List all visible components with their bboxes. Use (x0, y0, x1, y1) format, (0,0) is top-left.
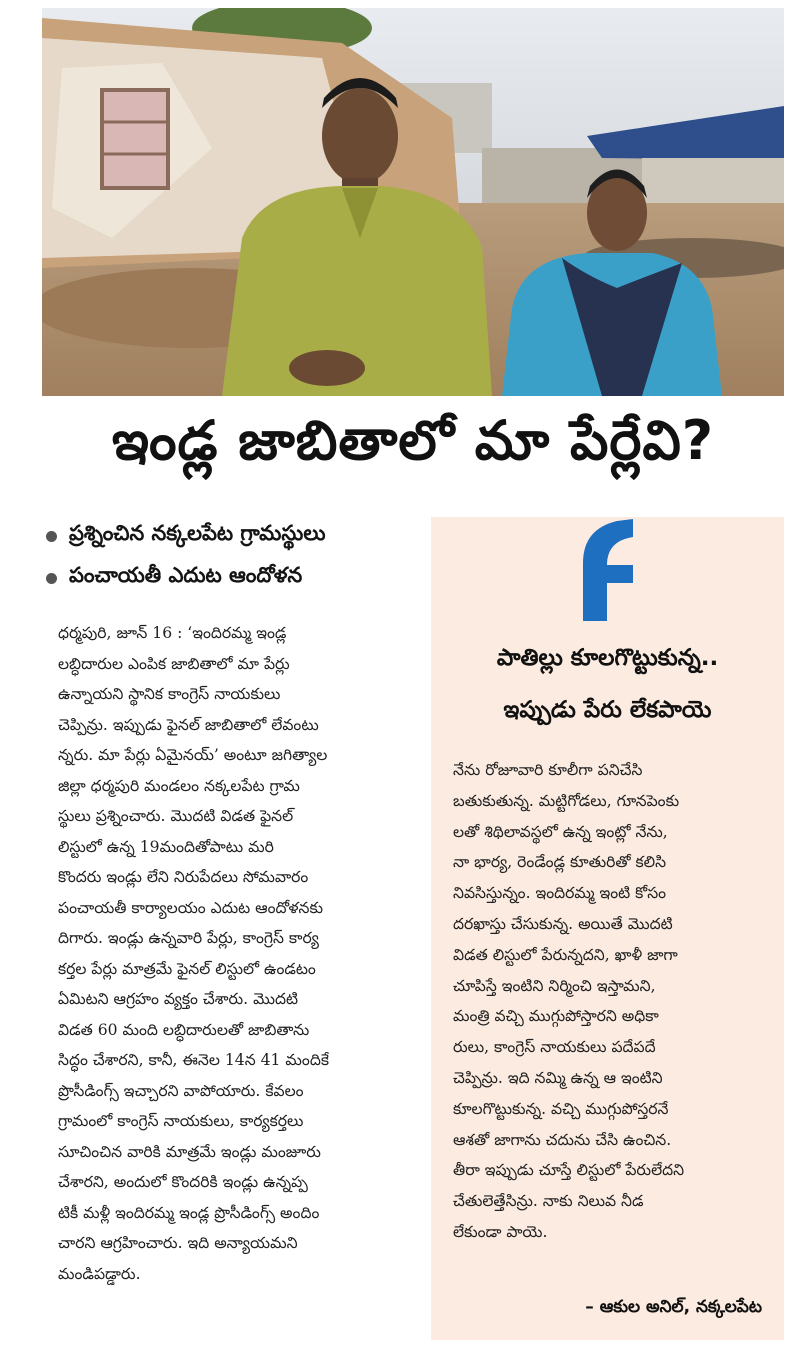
sidebar-line: తీరా ఇప్పుడు చూస్తే లిస్టులో పేరులేదని (453, 1161, 685, 1180)
subheading-bullets (42, 515, 422, 599)
bullet-item (42, 515, 422, 557)
sidebar-line: ఆశతో జాగాను చదును చేసి ఉంచిన. (453, 1130, 672, 1149)
sidebar-line: బతుకుతున్న. మట్టిగోడలు, గూనపెంకు (453, 791, 680, 810)
quote-mark-icon (577, 517, 637, 627)
article-line: కొందరు ఇండ్లు లేని నిరుపేదలు సోమవారం (58, 868, 309, 886)
article-line: మండిపడ్డారు. (58, 1264, 141, 1283)
article-line: చెప్పిన్రు. ఇప్పుడు ఫైనల్ జాబితాలో లేవంటు (58, 715, 319, 734)
headline: ఇండ్ల జాబితాలో మా పేర్లేవి? (111, 408, 715, 472)
sidebar-body (453, 755, 768, 1248)
sidebar-line: నా భార్య, రెండేండ్ల కూతురితో కలిసి (453, 853, 667, 872)
bullet-item (42, 557, 422, 599)
sidebar-line: లేకుండా పాయె. (453, 1222, 548, 1241)
article-line: సిద్ధం చేశారని, కానీ, ఈనెల 14న 41 మందికే (58, 1051, 329, 1069)
article-line: ఏమిటని ఆగ్రహం వ్యక్తం చేశారు. మొదటి (58, 990, 299, 1008)
bullet-dot-icon (46, 573, 57, 584)
bullet-text: ప్రశ్నించిన నక్కలపేట గ్రామస్థులు (69, 521, 326, 545)
article-body (58, 618, 422, 1289)
quote-sidebar (431, 517, 784, 1340)
sidebar-line: నేను రోజూవారి కూలీగా పనిచేసి (453, 761, 643, 779)
sidebar-line: లతో శిథిలావస్థలో ఉన్న ఇంట్లో నేను, (453, 822, 668, 841)
sidebar-line: కూలగొట్టుకున్న. వచ్చి ముగ్గుపోస్తరనే (453, 1099, 669, 1118)
news-photo (42, 8, 784, 396)
article-line: గ్రామంలో కాంగ్రెస్ నాయకులు, కార్యకర్తలు (58, 1112, 304, 1130)
bullet-text: పంచాయతీ ఎదుట ఆందోళన (69, 563, 303, 587)
article-line: టికీ మళ్లీ ఇందిరమ్మ ఇండ్ల ప్రొసీడింగ్స్ అందిం (58, 1203, 320, 1222)
sidebar-line: మంత్రి వచ్చి ముగ్గుపోస్తారని అధికా (453, 1007, 659, 1026)
article-line: సూచించిన వారికి మాత్రమే ఇండ్లు మంజూరు (58, 1142, 321, 1161)
article-line: స్థులు ప్రశ్నించారు. మొదటి విడత ఫైనల్ (58, 807, 294, 825)
sidebar-line: చేతులెత్తేసిన్రు. నాకు నిలువ నీడ (453, 1192, 644, 1211)
article-line: చారని ఆగ్రహించారు. ఇది అన్యాయమని (58, 1234, 298, 1252)
sidebar-line: దరఖాస్తు చేసుకున్న. అయితే మొదటి (453, 914, 673, 933)
quote-signature: – ఆకుల అనిల్, నక్కలపేట (585, 1297, 762, 1317)
article-line: ఉన్నాయని స్థానిక కాంగ్రెస్ నాయకులు (58, 685, 281, 703)
article-line: విడత 60 మంది లబ్ధిదారులతో జాబితాను (58, 1020, 310, 1039)
sidebar-line: చెప్పిన్రు. ఇది నమ్మి ఉన్న ఆ ఇంటిని (453, 1068, 663, 1087)
bullet-dot-icon (46, 531, 57, 542)
article-line: ప్రొసీడింగ్స్ ఇచ్చారని వాపోయారు. కేవలం (58, 1081, 304, 1100)
article-line: కర్తల పేర్లు మాత్రమే ఫైనల్ లిస్టులో ఉండటం (58, 959, 316, 978)
sidebar-line: నివసిస్తున్నం. ఇందిరమ్మ ఇంటి కోసం (453, 884, 667, 903)
sidebar-line: చూపిస్తే ఇంటిని నిర్మించి ఇస్తామని, (453, 976, 656, 995)
sidebar-line: విడత లిస్టులో పేరున్నదని, ఖాళీ జాగా (453, 945, 678, 964)
sidebar-line: రులు, కాంగ్రెస్ నాయకులు పదేపదే (453, 1038, 656, 1057)
article-line: దిగారు. ఇండ్లు ఉన్నవారి పేర్లు, కాంగ్రెస్ కార్య (58, 929, 319, 947)
article-line: చేశారని, అందులో కొందరికి ఇండ్లు ఉన్నప్ప (58, 1173, 308, 1191)
article-line: ధర్మపురి, జూన్ 16 : ‘ఇందిరమ్మ ఇండ్ల (58, 624, 287, 642)
sidebar-title-line1: పాతిల్లు కూలగొట్టుకున్న.. (496, 645, 719, 671)
sidebar-title-line2: ఇప్పుడు పేరు లేకపాయె (503, 697, 712, 723)
article-line: పంచాయతీ కార్యాలయం ఎదుట ఆందోళనకు (58, 898, 323, 917)
article-line: న్నరు. మా పేర్లు ఏమైనయ్’ అంటూ జగిత్యాల (58, 746, 328, 764)
article-line: జిల్లా ధర్మపురి మండలం నక్కలపేట గ్రామ (58, 776, 300, 795)
article-line: లిస్టులో ఉన్న 19మందితోపాటు మరి (58, 837, 274, 856)
article-line: లబ్ధిదారుల ఎంపిక జాబితాలో మా పేర్లు (58, 654, 290, 673)
